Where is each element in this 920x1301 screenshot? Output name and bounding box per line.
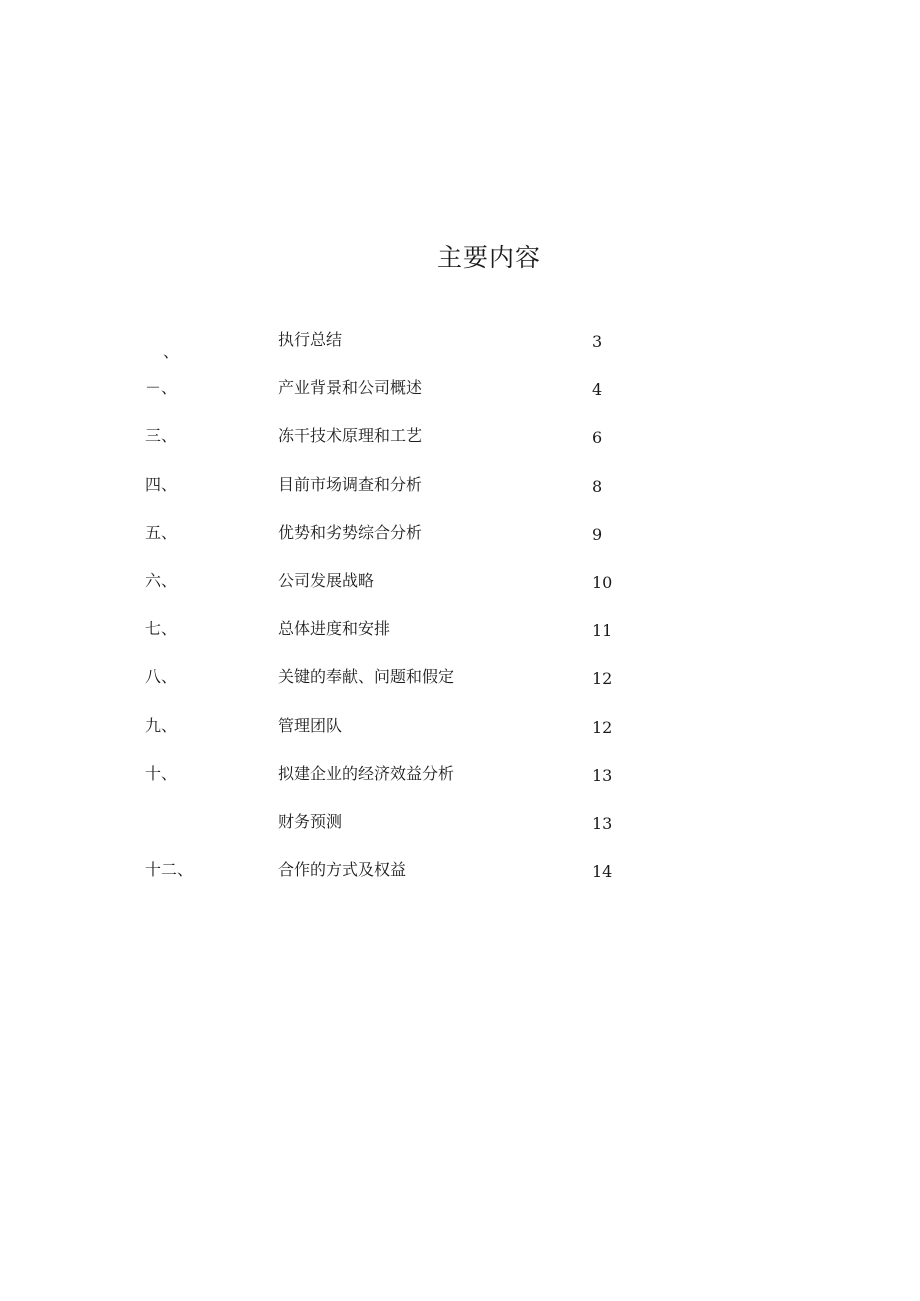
toc-title: 拟建企业的经济效益分析 (278, 763, 455, 783)
toc-page-number: 4 (592, 380, 603, 400)
page-title: 主要内容 (436, 243, 541, 272)
toc-number: 九、 (145, 715, 178, 735)
toc-number: 十二、 (145, 860, 194, 880)
toc-number: 、 (163, 342, 180, 361)
toc-row[interactable] (0, 571, 920, 619)
toc-number: 五、 (145, 522, 178, 542)
toc-row[interactable] (0, 860, 920, 908)
toc-page-number: 8 (592, 476, 603, 496)
toc-title: 冻干技术原理和工艺 (278, 426, 423, 446)
toc-title: 合作的方式及权益 (278, 860, 407, 880)
toc-title: 财务预测 (278, 811, 343, 831)
toc-number: 六、 (145, 570, 178, 590)
toc-row[interactable] (0, 378, 920, 426)
toc-page-number: 3 (592, 332, 603, 351)
toc-number: －、 (145, 378, 178, 398)
toc-row[interactable] (0, 523, 920, 571)
toc-page-number: 14 (592, 862, 613, 882)
toc-page-number: 13 (592, 813, 613, 833)
toc-page-number: 12 (592, 669, 613, 689)
toc-row[interactable] (0, 764, 920, 812)
toc-number: 三、 (145, 426, 178, 446)
toc-row[interactable] (0, 619, 920, 667)
toc-title: 目前市场调查和分析 (278, 474, 423, 494)
toc-number: 四、 (145, 474, 178, 494)
toc-number: 十、 (145, 763, 178, 783)
toc-page-number: 10 (592, 572, 613, 592)
toc-page-number: 12 (592, 717, 613, 737)
toc-title: 总体进度和安排 (278, 619, 391, 639)
toc-title: 关键的奉献、问题和假定 (278, 667, 455, 687)
toc-page-number: 6 (592, 428, 603, 448)
toc-title: 公司发展战略 (278, 570, 375, 590)
toc-page-number: 13 (592, 765, 613, 785)
toc-row[interactable] (0, 812, 920, 860)
toc-title: 管理团队 (278, 715, 343, 735)
toc-row[interactable] (0, 426, 920, 474)
toc-row[interactable] (0, 716, 920, 764)
toc-row[interactable] (0, 330, 920, 378)
toc-page-number: 11 (592, 621, 613, 641)
toc-title: 产业背景和公司概述 (278, 378, 423, 398)
toc-title: 执行总结 (278, 330, 343, 349)
table-of-contents (0, 330, 920, 908)
toc-number: 八、 (145, 667, 178, 687)
toc-row[interactable] (0, 475, 920, 523)
toc-title: 优势和劣势综合分析 (278, 522, 423, 542)
toc-row[interactable] (0, 667, 920, 715)
toc-page-number: 9 (592, 524, 603, 544)
toc-number: 七、 (145, 619, 178, 639)
